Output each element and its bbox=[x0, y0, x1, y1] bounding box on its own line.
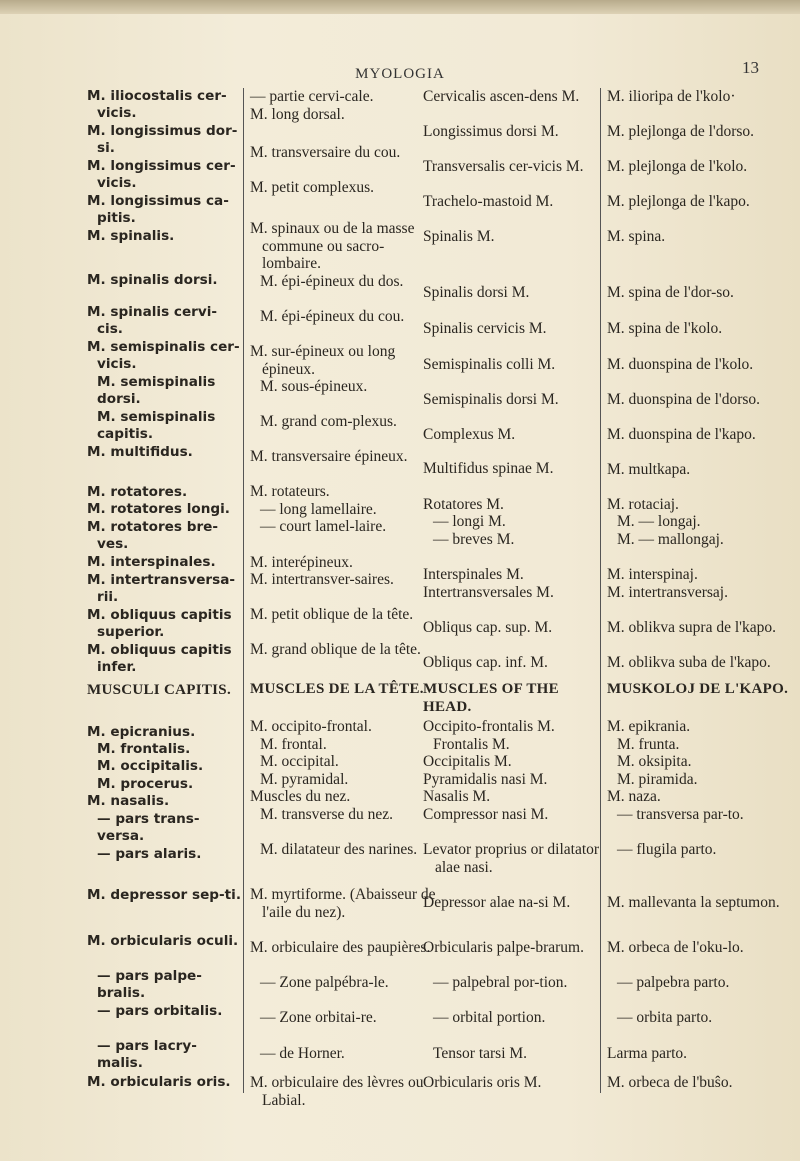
english-term: Trachelo-mastoid M. bbox=[423, 193, 554, 210]
section-heading-english: MUSCLES OF THE HEAD. bbox=[423, 681, 559, 715]
english-term: Longissimus dorsi M. bbox=[423, 123, 559, 140]
french-term: M. long dorsal. bbox=[250, 106, 345, 123]
esperanto-term: M. plejlonga de l'kolo. bbox=[607, 158, 748, 175]
latin-term: M. procerus. bbox=[97, 776, 194, 792]
english-term: Occipito-frontalis M. bbox=[423, 718, 555, 735]
latin-term: M. interspinales. bbox=[87, 554, 216, 570]
latin-term: M. intertransversa-rii. bbox=[87, 572, 236, 606]
esperanto-term: M. interspinaj. bbox=[607, 566, 698, 583]
esperanto-term: — transversa par-to. bbox=[617, 806, 744, 823]
latin-term: M. rotatores. bbox=[87, 484, 188, 500]
esperanto-term: M. plejlonga de l'kapo. bbox=[607, 193, 750, 210]
esperanto-term: M. spina. bbox=[607, 228, 666, 245]
french-term: M. épi-épineux du cou. bbox=[260, 308, 405, 325]
french-term: M. interépineux. bbox=[250, 554, 353, 571]
latin-term: M. spinalis. bbox=[87, 228, 175, 244]
esperanto-term: M. duonspina de l'kapo. bbox=[607, 426, 756, 443]
latin-term: M. obliquus capitis infer. bbox=[87, 642, 232, 676]
latin-term: M. obliquus capitis superior. bbox=[87, 607, 232, 641]
esperanto-term: M. piramida. bbox=[617, 771, 698, 788]
esperanto-term: Larma parto. bbox=[607, 1045, 688, 1062]
english-term: Depressor alae na-si M. bbox=[423, 894, 571, 911]
english-term: Frontalis M. bbox=[433, 736, 510, 753]
latin-term: M. semispinalis dorsi. bbox=[97, 374, 216, 408]
french-term: M. épi-épineux du dos. bbox=[260, 273, 404, 290]
english-term: Nasalis M. bbox=[423, 788, 491, 805]
french-term: M. spinaux ou de la masse commune ou sacro-lombaire. bbox=[250, 220, 415, 273]
english-term: Rotatores M. bbox=[423, 496, 504, 513]
latin-term: M. semispinalis capitis. bbox=[97, 409, 216, 443]
english-term: Complexus M. bbox=[423, 426, 516, 443]
english-term: — breves M. bbox=[433, 531, 515, 548]
esperanto-term: M. duonspina de l'dorso. bbox=[607, 391, 761, 408]
french-term: — Zone palpébra-le. bbox=[260, 974, 389, 991]
french-term: — de Horner. bbox=[260, 1045, 345, 1062]
french-term: M. transverse du nez. bbox=[260, 806, 393, 823]
running-head: MYOLOGIA bbox=[355, 66, 445, 82]
french-term: M. rotateurs. bbox=[250, 483, 330, 500]
french-term: M. transversaire du cou. bbox=[250, 144, 401, 161]
esperanto-term: M. spina de l'kolo. bbox=[607, 320, 723, 337]
latin-term: M. depressor sep-ti. bbox=[87, 887, 241, 903]
latin-term: M. longissimus ca-pitis. bbox=[87, 193, 229, 227]
latin-term: M. multifidus. bbox=[87, 444, 193, 460]
english-term: Spinalis cervicis M. bbox=[423, 320, 547, 337]
esperanto-term: M. mallevanta la septumon. bbox=[607, 894, 780, 911]
section-heading-esperanto: MUSKOLOJ DE L'KAPO. bbox=[607, 681, 789, 697]
english-term: Levator proprius or dilatator alae nasi. bbox=[423, 841, 600, 876]
french-term: M. orbiculaire des paupières. bbox=[250, 939, 431, 956]
english-term: Interspinales M. bbox=[423, 566, 524, 583]
esperanto-term: M. — longaj. bbox=[617, 513, 701, 530]
latin-term: M. spinalis dorsi. bbox=[87, 272, 218, 288]
french-term: M. myrtiforme. (Abaisseur de l'aile du nez). bbox=[250, 886, 436, 921]
french-term: M. intertransver-saires. bbox=[250, 571, 394, 588]
latin-term: — pars trans-versa. bbox=[97, 811, 200, 845]
english-term: Spinalis dorsi M. bbox=[423, 284, 530, 301]
english-term: Transversalis cer-vicis M. bbox=[423, 158, 584, 175]
french-term: M. sur-épineux ou long épineux. bbox=[250, 343, 396, 378]
esperanto-term: — flugila parto. bbox=[617, 841, 717, 858]
latin-term: M. spinalis cervi-cis. bbox=[87, 304, 218, 338]
french-term: — Zone orbitai-re. bbox=[260, 1009, 377, 1026]
english-term: Compressor nasi M. bbox=[423, 806, 549, 823]
french-column bbox=[243, 88, 436, 1109]
esperanto-term: M. orbeca de l'buŝo. bbox=[607, 1074, 733, 1091]
english-term: Multifidus spinae M. bbox=[423, 460, 554, 477]
french-term: M. frontal. bbox=[260, 736, 327, 753]
english-term: Intertransversales M. bbox=[423, 584, 554, 601]
esperanto-term: M. rotaciaj. bbox=[607, 496, 679, 513]
french-term: — partie cervi-cale. bbox=[250, 88, 374, 105]
latin-term: M. epicranius. bbox=[87, 724, 196, 740]
esperanto-term: M. plejlonga de l'dorso. bbox=[607, 123, 755, 140]
french-term: M. transversaire épineux. bbox=[250, 448, 408, 465]
latin-term: M. rotatores bre-ves. bbox=[87, 519, 219, 553]
english-term: Obliqus cap. sup. M. bbox=[423, 619, 553, 636]
french-term: M. pyramidal. bbox=[260, 771, 349, 788]
esperanto-term: M. oblikva supra de l'kapo. bbox=[607, 619, 776, 636]
french-term: M. orbiculaire des lèvres ou Labial. bbox=[250, 1074, 424, 1109]
esperanto-term: M. epikrania. bbox=[607, 718, 691, 735]
french-term: M. occipito-frontal. bbox=[250, 718, 372, 735]
esperanto-column bbox=[600, 88, 787, 1093]
esperanto-term: M. multkapa. bbox=[607, 461, 691, 478]
section-heading-latin: MUSCULI CAPITIS. bbox=[87, 682, 231, 698]
english-term: Occipitalis M. bbox=[423, 753, 512, 770]
french-term: M. dilatateur des narines. bbox=[260, 841, 418, 858]
section-heading-french: MUSCLES DE LA TÊTE. bbox=[250, 681, 424, 697]
latin-term: — pars palpe-bralis. bbox=[97, 968, 202, 1002]
english-term: Cervicalis ascen-dens M. bbox=[423, 88, 580, 105]
latin-term: M. frontalis. bbox=[97, 741, 191, 757]
esperanto-term: — orbita parto. bbox=[617, 1009, 713, 1026]
esperanto-term: M. oblikva suba de l'kapo. bbox=[607, 654, 771, 671]
esperanto-term: M. orbeca de l'oku-lo. bbox=[607, 939, 744, 956]
esperanto-term: M. frunta. bbox=[617, 736, 680, 753]
french-term: M. occipital. bbox=[260, 753, 339, 770]
french-term: M. grand com-plexus. bbox=[260, 413, 397, 430]
french-term: Muscles du nez. bbox=[250, 788, 351, 805]
latin-term: M. iliocostalis cer-vicis. bbox=[87, 88, 227, 122]
english-term: — palpebral por-tion. bbox=[433, 974, 568, 991]
page-top-edge bbox=[0, 0, 800, 14]
english-term: Orbicularis oris M. bbox=[423, 1074, 542, 1091]
french-term: — court lamel-laire. bbox=[260, 518, 387, 535]
english-term: — longi M. bbox=[433, 513, 506, 530]
french-term: — long lamellaire. bbox=[260, 501, 377, 518]
english-term: Semispinalis dorsi M. bbox=[423, 391, 559, 408]
latin-term: — pars orbitalis. bbox=[97, 1003, 223, 1019]
esperanto-term: M. naza. bbox=[607, 788, 661, 805]
latin-term: M. nasalis. bbox=[87, 793, 170, 809]
esperanto-term: M. duonspina de l'kolo. bbox=[607, 356, 754, 373]
latin-term: — pars alaris. bbox=[97, 846, 202, 862]
latin-term: M. orbicularis oris. bbox=[87, 1074, 231, 1090]
english-term: Pyramidalis nasi M. bbox=[423, 771, 548, 788]
english-term: Orbicularis palpe-brarum. bbox=[423, 939, 584, 956]
english-term: Tensor tarsi M. bbox=[433, 1045, 528, 1062]
latin-term: M. longissimus cer-vicis. bbox=[87, 158, 236, 192]
latin-term: M. rotatores longi. bbox=[87, 501, 230, 517]
esperanto-term: M. oksipita. bbox=[617, 753, 692, 770]
esperanto-term: M. spina de l'dor-so. bbox=[607, 284, 734, 301]
latin-term: M. longissimus dor-si. bbox=[87, 123, 238, 157]
french-term: M. sous-épineux. bbox=[260, 378, 368, 395]
esperanto-term: M. intertransversaj. bbox=[607, 584, 728, 601]
french-term: M. petit oblique de la tête. bbox=[250, 606, 414, 623]
english-term: — orbital portion. bbox=[433, 1009, 546, 1026]
latin-term: M. orbicularis oculi. bbox=[87, 933, 239, 949]
english-term: Obliqus cap. inf. M. bbox=[423, 654, 548, 671]
english-term: Spinalis M. bbox=[423, 228, 495, 245]
esperanto-term: — palpebra parto. bbox=[617, 974, 730, 991]
page-number: 13 bbox=[742, 58, 759, 77]
english-term: Semispinalis colli M. bbox=[423, 356, 556, 373]
french-term: M. grand oblique de la tête. bbox=[250, 641, 421, 658]
latin-term: — pars lacry-malis. bbox=[97, 1038, 197, 1072]
latin-term: M. semispinalis cer-vicis. bbox=[87, 339, 240, 373]
latin-term: M. occipitalis. bbox=[97, 758, 204, 774]
french-term: M. petit complexus. bbox=[250, 179, 374, 196]
esperanto-term: M. — mallongaj. bbox=[617, 531, 724, 548]
esperanto-term: M. ilioripa de l'kolo· bbox=[607, 88, 736, 105]
